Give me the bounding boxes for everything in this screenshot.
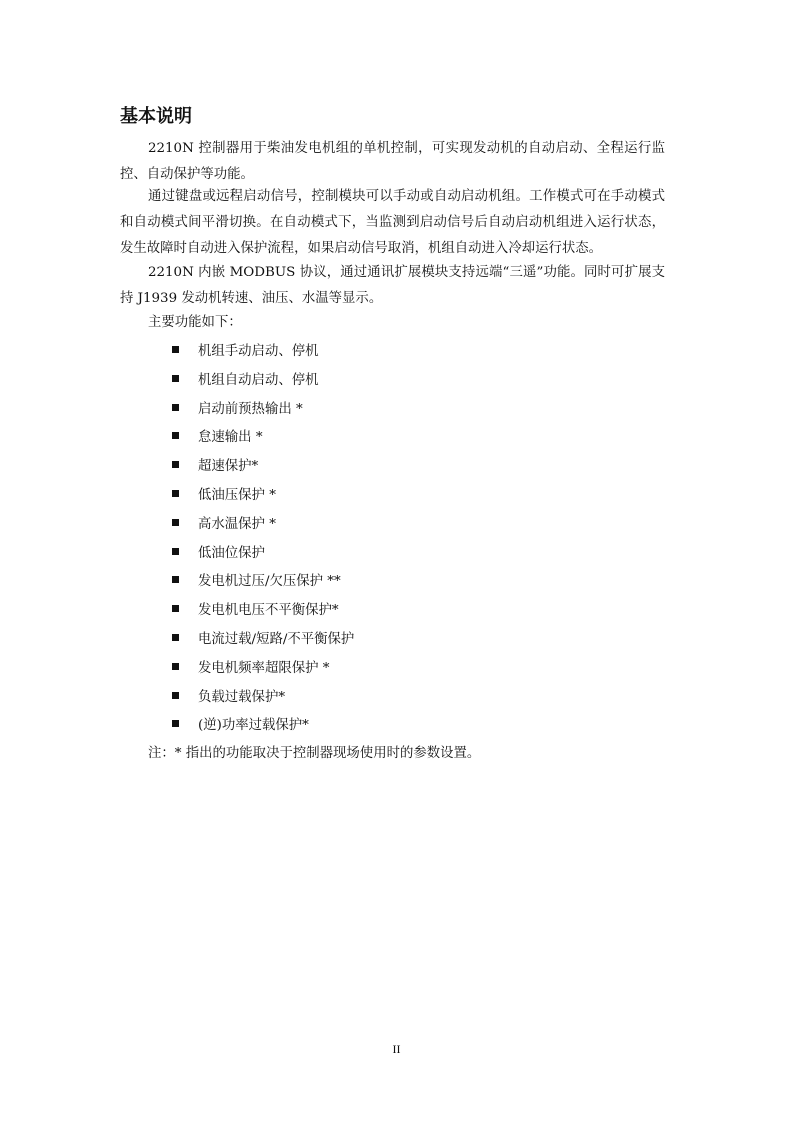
list-item [172, 597, 354, 626]
square-bullet-icon [172, 720, 179, 727]
square-bullet-icon [172, 375, 179, 382]
square-bullet-icon [172, 519, 179, 526]
feature-text: 低油位保护 [198, 545, 265, 561]
square-bullet-icon [172, 663, 179, 670]
square-bullet-icon [172, 576, 179, 583]
feature-text: 发电机电压不平衡保护* [198, 603, 339, 619]
list-item [172, 511, 354, 540]
list-item [172, 655, 354, 684]
square-bullet-icon [172, 490, 179, 497]
feature-text: 低油压保护 * [198, 487, 276, 503]
paragraph-intro: 2210N 控制器用于柴油发电机组的单机控制，可实现发动机的自动启动、全程运行监控、自动保护等功能。 [120, 141, 665, 182]
list-item [172, 453, 354, 482]
list-item [172, 424, 354, 453]
list-item [172, 396, 354, 425]
feature-text: 怠速输出 * [198, 430, 263, 446]
feature-text: 发电机频率超限保护 * [198, 660, 330, 676]
square-bullet-icon [172, 404, 179, 411]
paragraph-features-intro: 主要功能如下： [148, 315, 242, 330]
feature-text: 发电机过压/欠压保护 ** [198, 574, 341, 590]
square-bullet-icon [172, 605, 179, 612]
paragraph-modbus: 2210N 内嵌 MODBUS 协议，通过通讯扩展模块支持远端“三遥”功能。同时可扩展支持 J1939 发动机转速、油压、水温等显示。 [120, 265, 665, 306]
feature-text: 启动前预热输出 * [198, 401, 303, 417]
feature-text: 电流过载/短路/不平衡保护 [198, 631, 355, 647]
square-bullet-icon [172, 692, 179, 699]
square-bullet-icon [172, 634, 179, 641]
square-bullet-icon [172, 461, 179, 468]
list-item [172, 684, 354, 713]
feature-text: 超速保护* [198, 459, 259, 475]
square-bullet-icon [172, 548, 179, 555]
feature-text: 机组手动启动、停机 [198, 344, 319, 359]
feature-list [172, 338, 354, 741]
square-bullet-icon [172, 432, 179, 439]
list-item [172, 540, 354, 569]
page-number: II [392, 1042, 401, 1056]
list-item [172, 367, 354, 396]
feature-text: 高水温保护 * [198, 516, 276, 532]
list-item [172, 626, 354, 655]
list-item [172, 482, 354, 511]
list-item [172, 568, 354, 597]
footnote: 注：* 指出的功能取决于控制器现场使用时的参数设置。 [148, 746, 481, 761]
paragraph-modes: 通过键盘或远程启动信号，控制模块可以手动或自动启动机组。工作模式可在手动模式和自动模式间平滑切换。在自动模式下，当监测到启动信号后自动启动机组进入运行状态，发生故障时自动进入保护流程，如果启动信号取消，机组自动进入冷却运行状态。 [120, 189, 665, 256]
section-title: 基本说明 [120, 106, 192, 127]
feature-text: 负载过载保护* [198, 689, 286, 705]
list-item [172, 338, 354, 367]
list-item [172, 712, 354, 741]
square-bullet-icon [172, 346, 179, 353]
feature-text: (逆)功率过载保护* [198, 718, 309, 734]
feature-text: 机组自动启动、停机 [198, 372, 319, 388]
